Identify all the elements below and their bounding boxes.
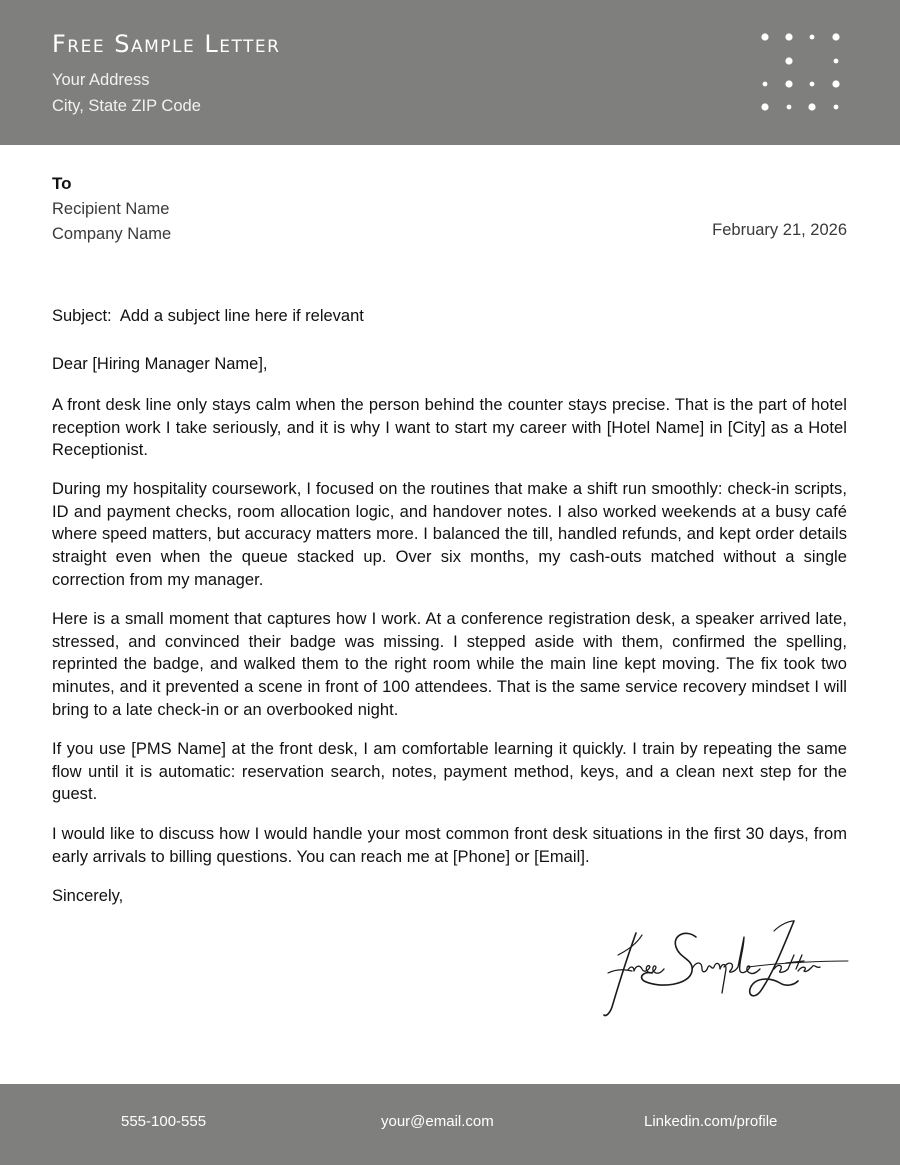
closing: Sincerely, [52,887,124,905]
body-paragraph-4: If you use [PMS Name] at the front desk, I am comfortable learning it quickly. I train by repeating the same flow until it is automatic: reservation search, notes, payment method, keys, and a clean next step for the guest. [52,740,847,804]
salutation: Dear [Hiring Manager Name], [52,355,268,373]
recipient-name: Recipient Name [52,200,170,218]
letterhead-header [0,0,900,145]
body-paragraph-2: During my hospitality coursework, I focused on the routines that make a shift run smoothly: check-in scripts, ID and payment checks, room allocation logic, and handover notes. I also worked weekends at a busy café where speed matters, but accuracy matters more. I balanced the till, handled refunds, and kept order details straight even when the queue stacked up. Over six months, my cash-outs matched without a single correction from my manager. [52,480,847,589]
subject-line: Subject: Add a subject line here if relevant [52,307,364,325]
footer-email: your@email.com [381,1113,494,1130]
letter-date: February 21, 2026 [712,221,847,239]
handwritten-signature [598,915,853,1025]
decorative-dots-icon [752,26,852,118]
brand-title: Free Sample Letter [52,30,281,58]
sender-address-line2: City, State ZIP Code [52,97,201,115]
body-paragraph-1: A front desk line only stays calm when the person behind the counter stays precise. That is the part of hotel reception work I take seriously, and it is why I want to start my career with [Hotel Name] in [City] as a Hotel Receptionist. [52,396,847,460]
body-paragraph-3: Here is a small moment that captures how I work. At a conference registration desk, a speaker arrived late, stressed, and convinced their badge was missing. I stepped aside with them, confirmed the spelling, reprinted the badge, and walked them to the right room while the main line kept moving. The fix took two minutes, and it prevented a scene in front of 100 attendees. That is the same service recovery mindset I will bring to a late check-in or an overbooked night. [52,610,847,719]
recipient-to-label: To [52,174,72,193]
footer-linkedin: Linkedin.com/profile [644,1113,778,1130]
body-paragraph-5: I would like to discuss how I would handle your most common front desk situations in the first 30 days, from early arrivals to billing questions. You can reach me at [Phone] or [Email]. [52,825,847,866]
recipient-company: Company Name [52,225,172,243]
footer-phone: 555-100-555 [121,1113,207,1130]
sender-address-line1: Your Address [52,71,150,89]
